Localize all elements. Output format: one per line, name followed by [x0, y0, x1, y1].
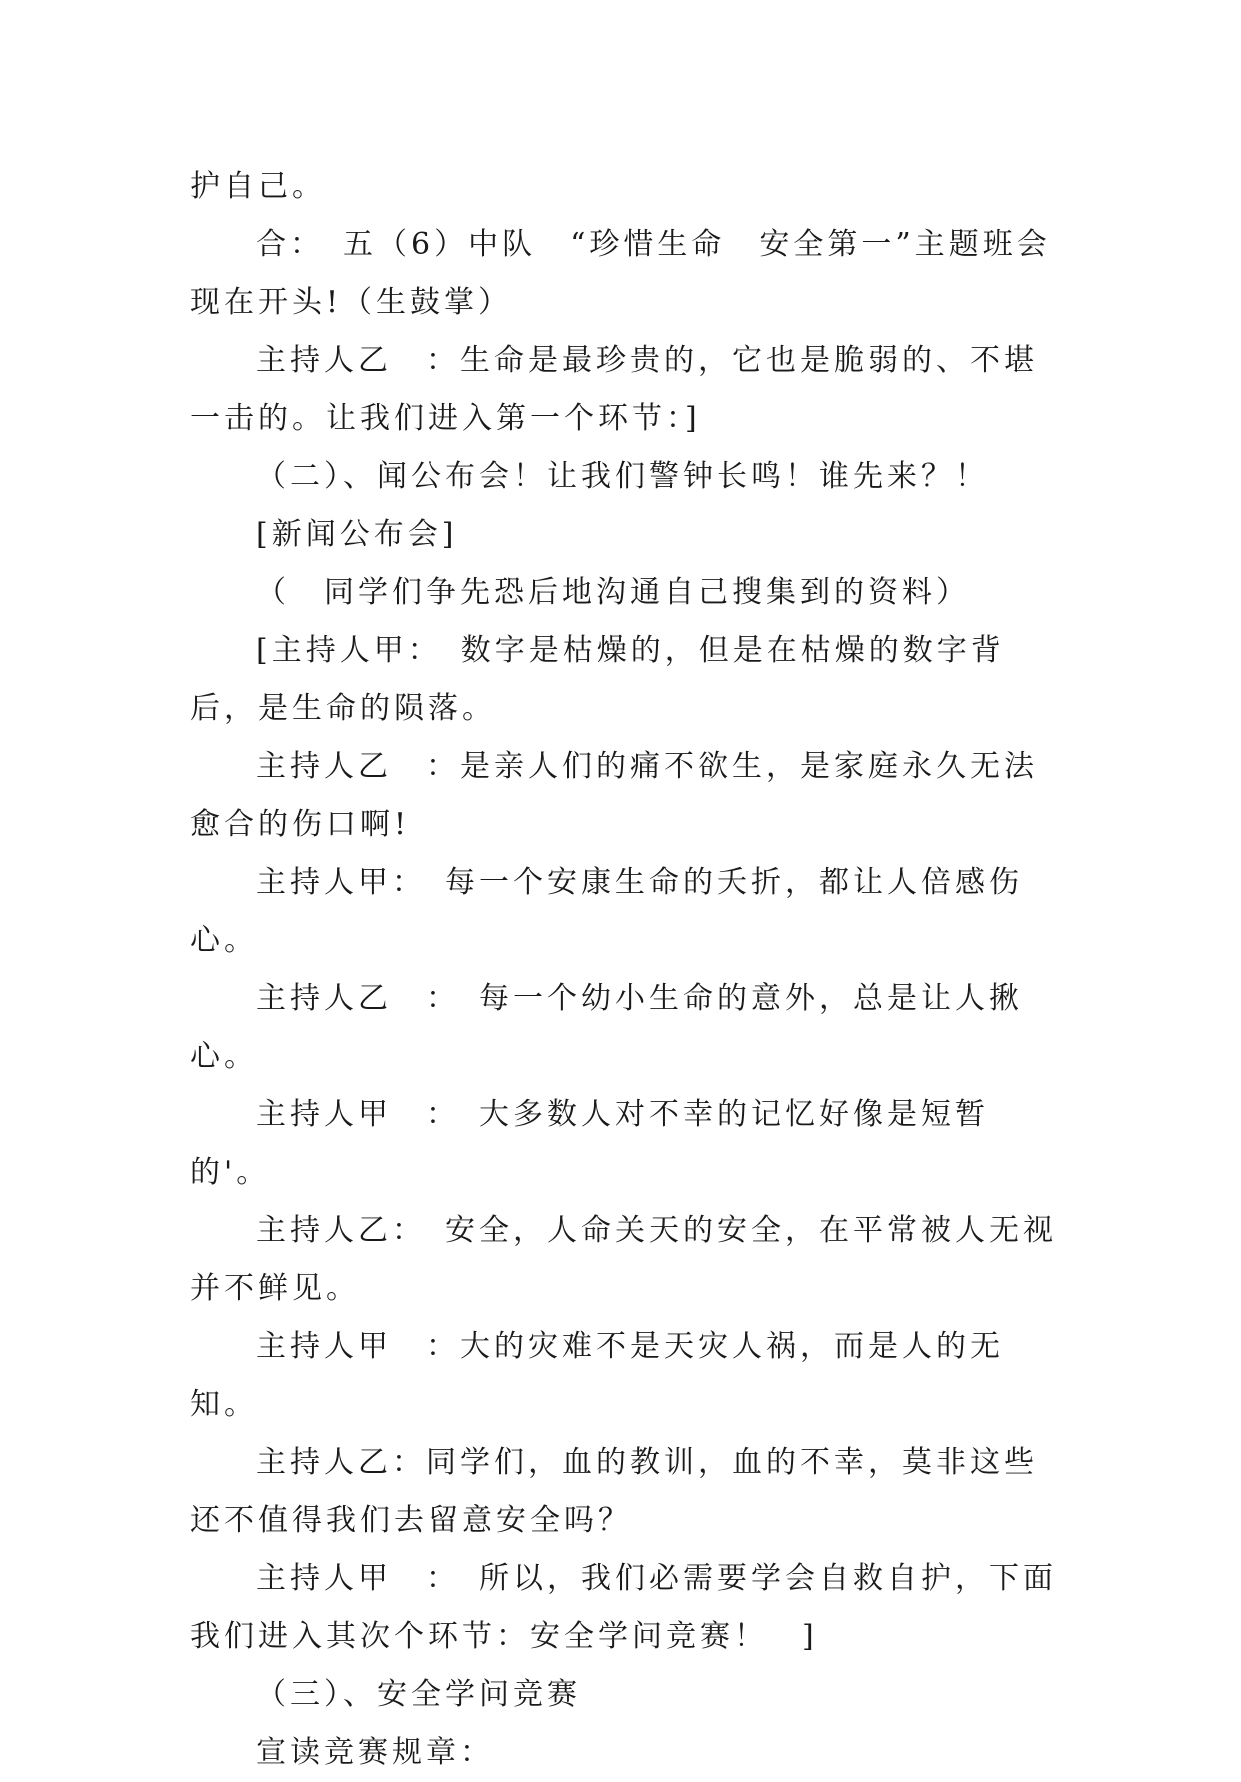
paragraph: [新闻公布会] — [256, 517, 458, 552]
paragraph: 主持人乙： 安全，人命关天的安全，在平常被人无视并不鲜见。 — [190, 1213, 1057, 1306]
section-heading: （三）、安全学问竞赛 — [256, 1677, 581, 1712]
paragraph: 主持人甲： 每一个安康生命的夭折，都让人倍感伤心。 — [190, 865, 1023, 958]
paragraph: 主持人乙 ：是亲人们的痛不欲生，是家庭永久无法愈合的伤口啊! — [190, 749, 1038, 842]
paragraph: （ 同学们争先恐后地沟通自己搜集到的资料） — [256, 575, 970, 610]
paragraph: 主持人甲 ： 大多数人对不幸的记忆好像是短暂的'。 — [190, 1097, 989, 1190]
paragraph: 主持人乙 ：生命是最珍贵的，它也是脆弱的、不堪一击的。让我们进入第一个环节：] — [190, 343, 1038, 436]
paragraph: 主持人乙：同学们，血的教训，血的不幸，莫非这些还不值得我们去留意安全吗？ — [190, 1445, 1038, 1538]
paragraph: 主持人甲 ：大的灾难不是天灾人祸，而是人的无知。 — [190, 1329, 1004, 1422]
document-body — [190, 158, 1060, 1782]
paragraph: 主持人甲 ： 所以，我们必需要学会自救自护，下面我们进入其次个环节：安全学问竞赛！ ] — [190, 1561, 1057, 1654]
paragraph: 护自己。 — [190, 169, 326, 204]
paragraph: 主持人乙 ： 每一个幼小生命的意外，总是让人揪心。 — [190, 981, 1023, 1074]
paragraph: [主持人甲： 数字是枯燥的，但是在枯燥的数字背后，是生命的陨落。 — [190, 633, 1005, 726]
paragraph: 宣读竞赛规章： — [256, 1735, 494, 1770]
paragraph: 合： 五（6）中队 “珍惜生命 安全第一”主题班会现在开头!（生鼓掌） — [190, 227, 1051, 320]
section-heading: （二）、闻公布会！让我们警钟长鸣！谁先来？！ — [256, 459, 989, 494]
